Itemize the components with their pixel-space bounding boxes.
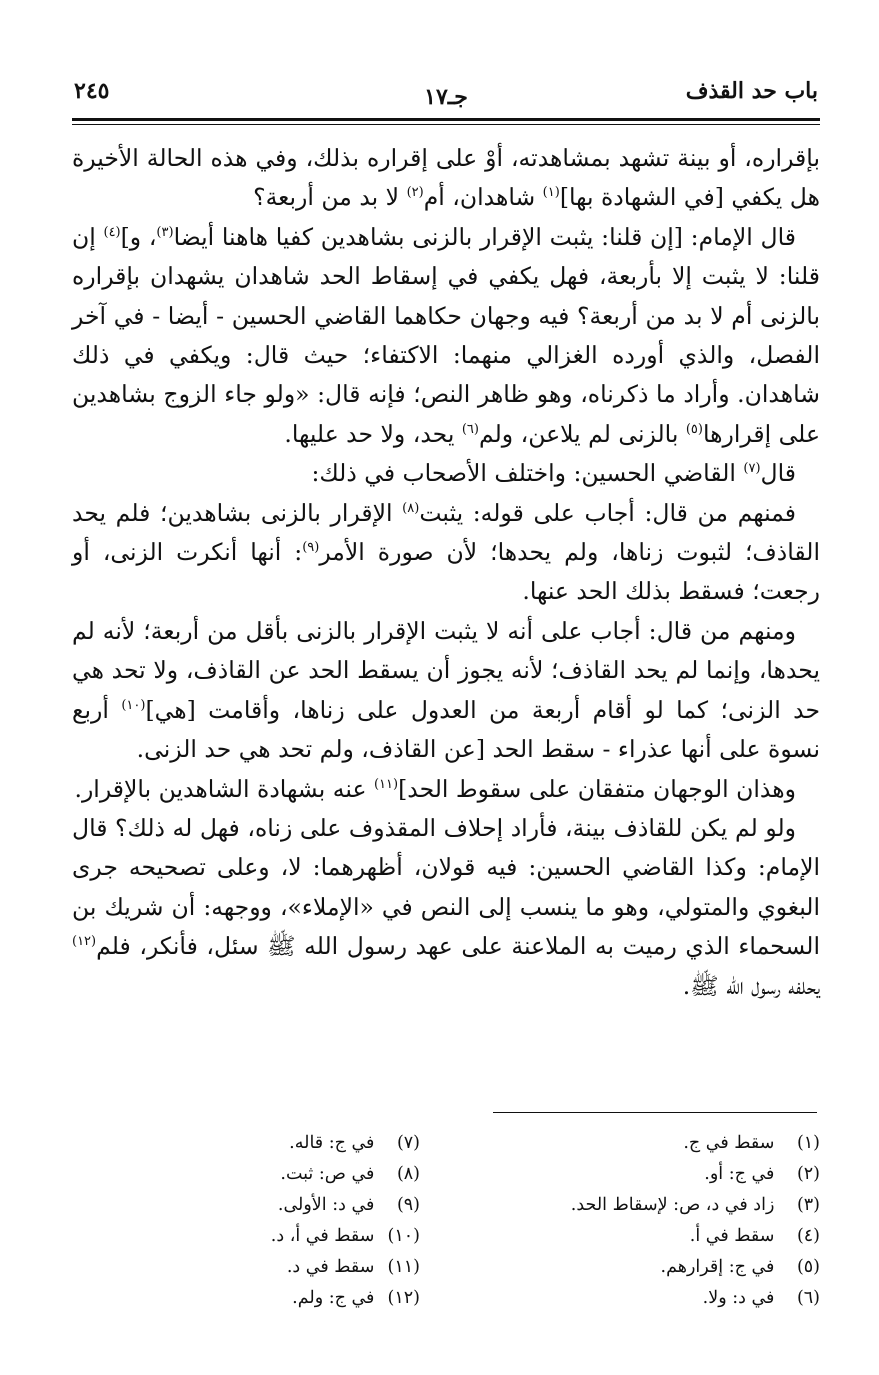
footnotes-column-left xyxy=(72,1128,472,1314)
footnote-item xyxy=(472,1190,820,1221)
footnotes xyxy=(72,1128,820,1314)
footnote-number: (٣) xyxy=(796,1195,820,1215)
footnote-marker: (٣) xyxy=(156,224,174,240)
footnote-text: في د: الأولى. xyxy=(277,1195,375,1215)
footnote-number: (٥) xyxy=(796,1257,820,1277)
text-run: ، و] xyxy=(120,222,157,251)
footnote-marker: (٢) xyxy=(406,185,424,201)
text-run: إن قلنا: لا يثبت إلا بأربعة، فهل يكفي في إسقاط الحد شاهدان يشهدان بإقراره بالزنى أم لا بد من أربعة؟ فيه وجهان حكاهما القاضي الحسين - أيضا - في آخر الفصل، والذي أورده الغزالي منهما: الاكتفاء؛ حيث قال: ويكفي في ذلك شاهدان. وأراد ما ذكرناه، وهو ظاهر النص؛ فإنه قال: «ولو جاء الزوج بشاهدين على إقرارها xyxy=(72,222,820,448)
footnote-text: سقط في أ، د. xyxy=(270,1226,375,1246)
footnote-number: (١٢) xyxy=(387,1288,420,1308)
footnote-text: في ج: إقرارهم. xyxy=(660,1257,775,1277)
text-run: بالزنى لم يلاعن، ولم xyxy=(478,419,686,448)
footnote-item xyxy=(472,1221,820,1252)
paragraph xyxy=(72,494,820,612)
paragraph xyxy=(72,218,820,454)
footnote-text: زاد في د، ص: لإسقاط الحد. xyxy=(570,1195,775,1215)
header-rule-thin xyxy=(72,124,820,125)
paragraph xyxy=(72,809,820,1006)
footnote-marker: (١٢) xyxy=(72,934,97,950)
footnote-marker: (٥) xyxy=(685,422,703,438)
footnote-item xyxy=(72,1252,420,1283)
footnote-number: (٤) xyxy=(796,1226,820,1246)
text-run: قال الإمام: [إن قلنا: يثبت الإقرار بالزنى بشاهدين كفيا هاهنا أيضا xyxy=(173,222,796,251)
footnote-item xyxy=(72,1283,420,1314)
text-run: بإقراره، أو بينة تشهد بمشاهدته، أوْ على إقراره بذلك، وفي هذه الحالة الأخيرة هل يكفي [في الشهادة بها] xyxy=(72,144,820,212)
page-number: ٢٤٥ xyxy=(74,78,110,104)
footnote-number: (٢) xyxy=(796,1164,820,1184)
paragraph xyxy=(72,454,820,493)
text-run: أربع نسوة على أنها عذراء - سقط الحد [عن القاذف، ولم تحد هي حد الزنى. xyxy=(72,695,820,764)
text-run: يحلفه رسول الله ﷺ. xyxy=(682,971,820,1000)
text-run: قال xyxy=(760,459,796,488)
footnote-text: سقط في د. xyxy=(286,1257,375,1277)
footnote-item xyxy=(472,1283,820,1314)
footnote-marker: (١١) xyxy=(373,776,399,792)
footnote-item xyxy=(72,1221,420,1252)
footnotes-column-right xyxy=(472,1128,820,1314)
footnote-marker: (٩) xyxy=(302,540,320,556)
footnote-number: (١٠) xyxy=(387,1226,420,1246)
volume-number: جـ١٧ xyxy=(424,84,468,110)
header-rule-thick xyxy=(72,118,820,121)
footnote-text: في ص: ثبت. xyxy=(280,1164,375,1184)
footnote-text: سقط في ج. xyxy=(683,1133,775,1153)
footnote-marker: (١) xyxy=(542,185,560,201)
text-run: القاضي الحسين: واختلف الأصحاب في ذلك: xyxy=(311,459,744,488)
footnote-item xyxy=(72,1159,420,1190)
text-run: لا بد من أربعة؟ xyxy=(253,183,407,212)
page-header xyxy=(72,78,820,118)
footnote-number: (١١) xyxy=(387,1257,420,1277)
text-run: ولو لم يكن للقاذف بينة، فأراد إحلاف المقذوف على زناه، فهل له ذلك؟ قال الإمام: وكذا القاضي الحسين: فيه قولان، أظهرهما: لا، وعلى تصحيحه جرى البغوي والمتولي، وهو ما ينسب إلى النص في «الإملاء»، ووجهه: أن شريك بن السحماء الذي رميت به الملاعنة على عهد رسول الله ﷺ سئل، فأنكر، فلم xyxy=(72,813,820,961)
footnote-marker: (٤) xyxy=(103,224,121,240)
footnote-marker: (١٠) xyxy=(121,697,146,713)
paragraph xyxy=(72,770,820,809)
text-run: فمنهم من قال: أجاب على قوله: يثبت xyxy=(419,498,796,527)
text-run: ومنهم من قال: أجاب على أنه لا يثبت الإقرار بالزنى بأقل من أربعة؛ لأنه لم يحدها، وإنما لم يحد القاذف؛ لأنه يجوز أن يسقط الحد عن القاذف، ولا تحد هي حد الزنى؛ كما لو أقام أربعة من العدول على زناها، وأقامت [هي] xyxy=(72,616,820,724)
text-run: وهذان الوجهان متفقان على سقوط الحد] xyxy=(398,774,796,803)
footnote-text: سقط في أ. xyxy=(689,1226,775,1246)
footnote-item xyxy=(472,1159,820,1190)
footnote-number: (٩) xyxy=(396,1195,420,1215)
page xyxy=(72,78,820,1006)
footnote-text: في ج: أو. xyxy=(704,1164,775,1184)
text-run: يحد، ولا حد عليها. xyxy=(284,419,462,448)
footnote-text: في ج: ولم. xyxy=(292,1288,375,1308)
text-run: : أنها أنكرت الزنى، أو رجعت؛ فسقط بذلك الحد عنها. xyxy=(72,538,820,606)
chapter-title: باب حد القذف xyxy=(685,78,818,104)
footnote-separator xyxy=(493,1112,817,1113)
text-run: شاهدان، أم xyxy=(423,183,543,212)
footnote-number: (٨) xyxy=(396,1164,420,1184)
main-text xyxy=(72,139,820,1006)
footnote-item xyxy=(72,1128,420,1159)
footnote-item xyxy=(472,1252,820,1283)
footnote-item xyxy=(72,1190,420,1221)
footnote-marker: (٨) xyxy=(402,500,420,516)
footnote-number: (١) xyxy=(796,1133,820,1153)
text-run: عنه بشهادة الشاهدين بالإقرار. xyxy=(74,774,374,803)
footnote-text: في ج: قاله. xyxy=(289,1133,375,1153)
footnote-item xyxy=(472,1128,820,1159)
footnote-text: في د: ولا. xyxy=(702,1288,775,1308)
text-run: الإقرار بالزنى بشاهدين؛ فلم يحد القاذف؛ لثبوت زناها، ولم يحدها؛ لأن صورة الأمر xyxy=(72,498,820,567)
footnote-marker: (٦) xyxy=(461,422,479,438)
footnote-marker: (٧) xyxy=(743,461,761,477)
paragraph xyxy=(72,139,820,218)
paragraph xyxy=(72,612,820,770)
footnote-number: (٧) xyxy=(396,1133,420,1153)
footnote-number: (٦) xyxy=(796,1288,820,1308)
